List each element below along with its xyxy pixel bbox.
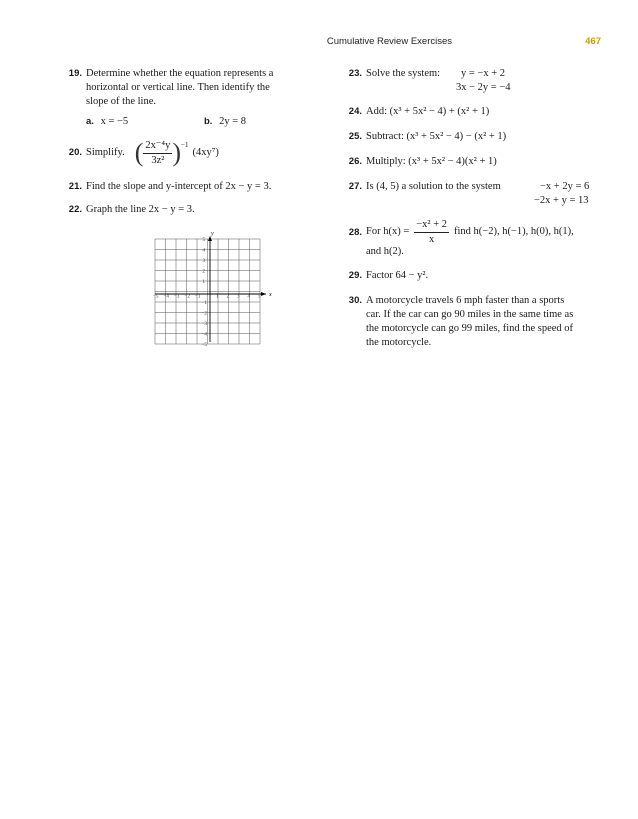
exercise-text: horizontal or vertical line. Then identify the: [86, 82, 270, 93]
coordinate-grid: [145, 228, 275, 348]
page-header: [0, 36, 638, 52]
exercise-text: Multiply: (x³ + 5x² − 4)(x² + 1): [366, 156, 497, 167]
page-number: 467: [585, 36, 601, 47]
y-tick-label: 4: [202, 248, 205, 254]
fraction: [414, 218, 449, 247]
exercise-number: 25.: [348, 131, 362, 142]
part-a-equation: x = −5: [100, 116, 129, 127]
exercise-text: For h(x) =: [366, 226, 410, 237]
exercise-20: 20. Simplify. ( $\frac{\text{2x⁻⁴y}}{\text{3z²}}$ ) −1 (4xy⁷): [62, 136, 322, 172]
fraction: [143, 139, 172, 168]
exercise-23: [342, 67, 612, 97]
exercise-text: A motorcycle travels 6 mph faster than a sports: [366, 295, 565, 306]
y-tick-label: −2: [201, 311, 207, 317]
x-tick-label: −1: [195, 294, 201, 300]
y-tick-label: −4: [201, 332, 207, 338]
exercise-text: Simplify.: [86, 147, 125, 158]
exercise-text: Determine whether the equation represents a: [86, 68, 274, 79]
fraction-denominator: x: [429, 233, 435, 245]
y-tick-label: 5: [202, 238, 205, 243]
exercise-number: 27.: [348, 181, 362, 192]
system-equation-1: −x + 2y = 6: [540, 181, 590, 192]
exercise-26: [342, 155, 612, 169]
exercise-number: 24.: [348, 106, 362, 117]
y-tick-label: −1: [201, 301, 207, 306]
exercise-text: Solve the system:: [366, 68, 441, 79]
exercise-28: [342, 216, 622, 258]
exercise-number: 26.: [348, 156, 362, 167]
section-title: Cumulative Review Exercises: [326, 36, 452, 47]
y-tick-label: 2: [202, 269, 205, 275]
part-b-equation: 2y = 8: [219, 116, 246, 127]
exercise-text: find h(−2), h(−1), h(0), h(1),: [454, 226, 574, 237]
exercise-text: Factor 64 − y².: [366, 270, 429, 281]
exercise-30: [342, 294, 622, 352]
exercise-number: 22.: [68, 204, 82, 215]
y-axis-label: y: [211, 231, 214, 237]
exercise-number: 21.: [68, 181, 82, 192]
exercise-text: the motorcycle can go 99 miles, find the speed of: [366, 323, 574, 334]
exercise-text: Subtract: (x³ + 5x² − 4) − (x² + 1): [366, 131, 507, 142]
y-tick-label: −3: [201, 322, 207, 327]
exercise-text: Graph the line 2x − y = 3.: [86, 204, 195, 215]
exercise-text: Find the slope and y-intercept of 2x − y = 3.: [86, 181, 272, 192]
exercise-number: 28.: [348, 227, 362, 238]
exercise-text: slope of the line.: [86, 96, 156, 107]
x-axis-arrow: [261, 292, 266, 296]
x-tick-label: 1: [216, 294, 219, 300]
exercise-27: [342, 180, 612, 210]
exercise-22: [62, 203, 322, 217]
x-tick-label: −2: [184, 294, 190, 300]
x-tick-label: −5: [153, 294, 159, 300]
x-tick-label: 4: [247, 294, 250, 300]
exercise-21: [62, 180, 322, 194]
exercise-text: car. If the car can go 90 miles in the same time as: [366, 309, 574, 320]
x-tick-label: −3: [174, 294, 180, 300]
exercise-25: [342, 130, 612, 144]
exercise-number: 30.: [348, 295, 362, 306]
part-label: b.: [204, 116, 213, 127]
y-tick-label: 3: [202, 259, 205, 264]
x-tick-label: 2: [226, 294, 229, 300]
exercise-number: 20.: [68, 147, 82, 158]
fraction-denominator: 3z²: [151, 154, 165, 166]
system-equation-1: y = −x + 2: [461, 68, 506, 79]
exercise-text: the motorcycle.: [366, 337, 432, 348]
factor-expression: (4xy⁷): [192, 147, 219, 158]
exercise-number: 19.: [68, 68, 82, 79]
exercise-24: [342, 105, 612, 119]
exercise-text: Add: (x³ + 5x² − 4) + (x² + 1): [366, 106, 490, 117]
part-label: a.: [86, 116, 94, 127]
exercise-29: [342, 269, 612, 283]
exponent: −1: [181, 141, 189, 149]
x-tick-label: 3: [237, 294, 240, 300]
exercise-number: 23.: [348, 68, 362, 79]
exercise-number: 29.: [348, 270, 362, 281]
system-equation-2: 3x − 2y = −4: [456, 82, 511, 93]
fraction-numerator: −x² + 2: [414, 218, 449, 233]
y-tick-label: −5: [201, 343, 207, 348]
x-axis-label: x: [269, 292, 272, 298]
y-tick-label: 1: [202, 280, 205, 285]
fraction-numerator: 2x⁻⁴y: [143, 139, 172, 154]
x-tick-label: −4: [163, 294, 169, 300]
system-equation-2: −2x + y = 13: [534, 195, 589, 206]
exercise-text: Is (4, 5) a solution to the system: [366, 181, 501, 192]
exercise-19: [62, 67, 322, 137]
x-tick-label: 5: [258, 294, 261, 300]
exercise-text: and h(2).: [366, 246, 404, 257]
